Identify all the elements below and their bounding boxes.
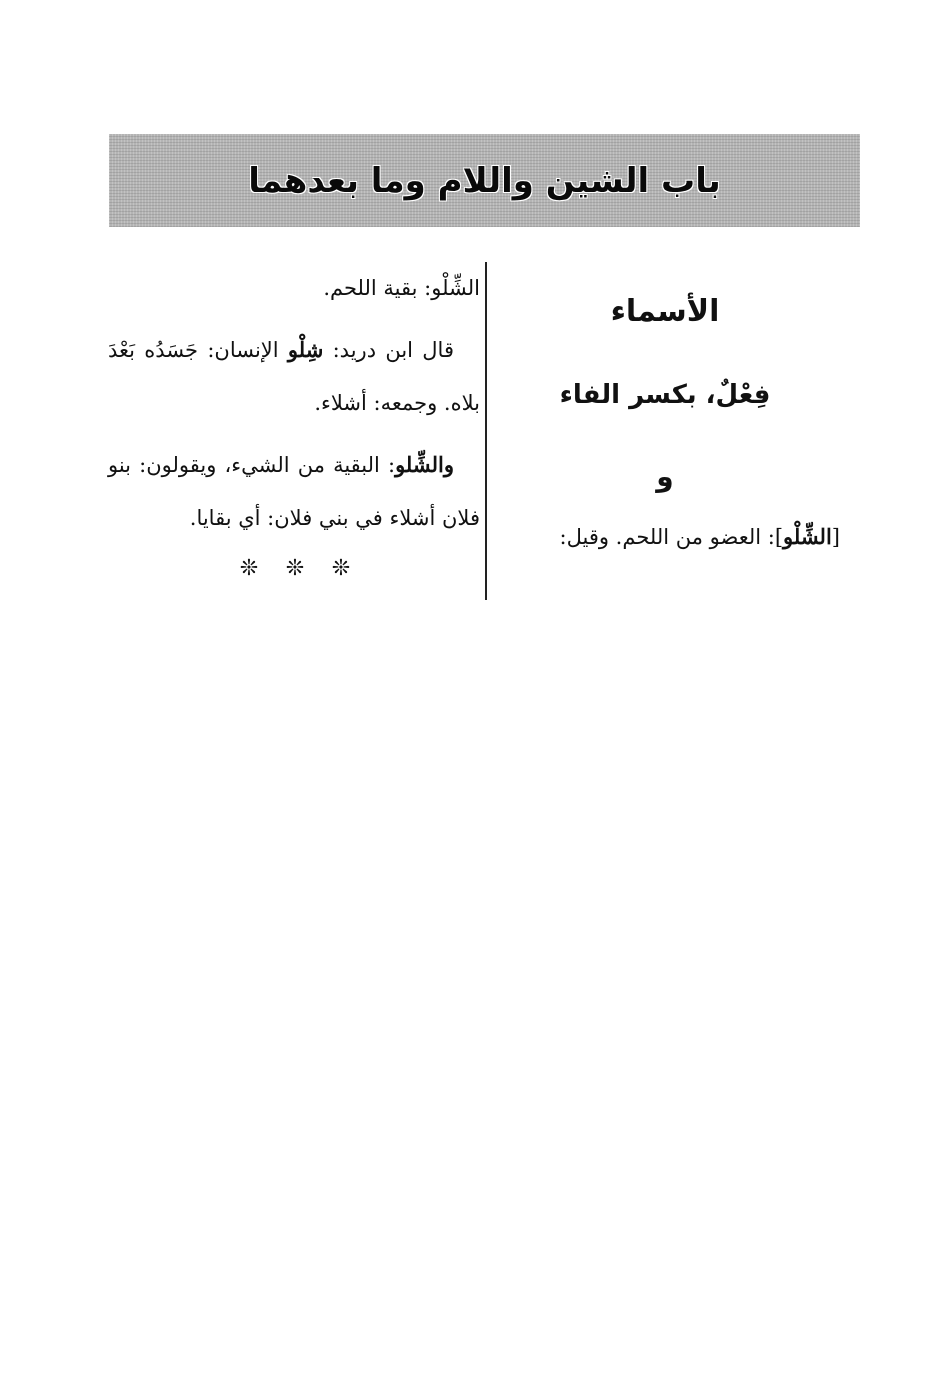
paragraph-3-headword: والشِّلو xyxy=(395,452,454,477)
paragraph-3-rest: : البقية من الشيء، ويقولون: بنو فلان أشلاء في بني فلان: أي بقايا. xyxy=(108,453,480,530)
separator-star-icon: ❊ xyxy=(239,556,259,581)
section-heading: الأسماء xyxy=(610,294,720,329)
paragraph-2-lead: قال ابن دريد: xyxy=(323,338,454,362)
paragraph-2-headword: شِلْو xyxy=(287,337,324,362)
column-divider xyxy=(485,262,487,600)
separator-star-icon: ❊ xyxy=(285,556,305,581)
letter-heading: و xyxy=(656,460,674,493)
entry-open-bracket: [ xyxy=(831,525,840,549)
entry-start xyxy=(490,524,840,549)
paragraph-1 xyxy=(108,262,480,315)
section-header-band xyxy=(109,134,860,227)
entry-definition: ]: العضو من اللحم. وقيل: xyxy=(559,525,784,549)
entry-headword: الشِّلْو xyxy=(783,524,832,549)
section-title: باب الشين واللام وما بعدهما xyxy=(248,160,721,201)
separator-star-icon: ❊ xyxy=(331,556,351,581)
paragraph-1-text: الشِّلْو: بقية اللحم. xyxy=(323,276,480,300)
paragraph-3 xyxy=(108,438,480,545)
paragraph-2 xyxy=(108,323,480,430)
paragraph-2-rest: الإنسان: جَسَدُه بَعْدَ بلاه. وجمعه: أشلاء. xyxy=(108,338,480,415)
left-column xyxy=(108,262,480,545)
pattern-heading: فِعْلٌ، بكسر الفاء xyxy=(559,380,771,410)
section-separator xyxy=(235,556,355,581)
